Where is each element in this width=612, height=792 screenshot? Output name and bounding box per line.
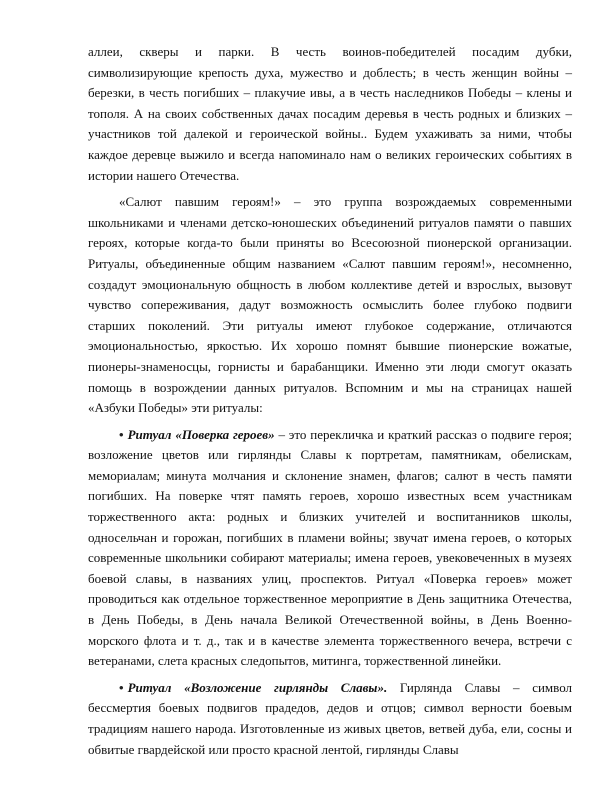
- ritual-title: Ритуал «Возложение гирлянды Славы».: [127, 679, 388, 695]
- list-item-ritual-roll-call: [88, 425, 572, 672]
- bullet-icon: •: [119, 426, 124, 442]
- bullet-icon: •: [119, 679, 124, 695]
- document-page: [88, 42, 572, 782]
- paragraph-trees: аллеи, скверы и парки. В честь воинов-победителей посадим дубки, символизирующие крепость духа, мужество и доблесть; в честь женщин войны – березки, в честь погибших – плакучие ивы, а в честь наследников Победы – клены и тополя. А на своих собственных дачах посадим деревья в честь родных и близких – участников той далекой и героической войны.. Будем ухаживать за ними, чтобы каждое деревце выжило и всегда напоминало нам о великих героических событиях в истории нашего Отечества.: [88, 44, 572, 183]
- ritual-title: Ритуал «Поверка героев»: [127, 426, 275, 442]
- ritual-description: Гирлянда Славы – символ бессмертия боевых подвигов прадедов, дедов и отцов; символ верности боевым традициям нашего народа. Изготовленные из живых цветов, ветвей дуба, ели, сосны и обвитые гвардейской или просто красной лентой, гирлянды Славы: [88, 679, 573, 757]
- paragraph-salute-intro: «Салют павшим героям!» – это группа возрождаемых современными школьниками и членами детско-юношеских объединений ритуалов памяти о павших героях, которые когда-то были приняты во Всесоюзной пионерской организации. Ритуалы, объединенные общим названием «Салют павшим героям!», несомненно, создадут эмоциональную общность в любом коллективе детей и взрослых, вызовут чувство сопереживания, дадут возможность осмыслить более глубоко подвиги старших поколений. Эти ритуалы имеют глубокое содержание, отличаются эмоциональностью, яркостью. Их хорошо помнят бывшие пионерские вожатые, пионеры-знаменосцы, горнисты и барабанщики. Именно эти люди смогут оказать помощь в возрождении данных ритуалов. Вспомним и мы на страницах нашей «Азбуки Победы» эти ритуалы:: [88, 194, 572, 416]
- ritual-description: – это перекличка и краткий рассказ о подвиге героя; возложение цветов или гирлянды Славы к портретам, памятникам, обелискам, мемориалам; минута молчания и склонение знамен, флагов; салют в честь памяти погибших. На поверке чтят память героев, хорошо известных всем участникам торжественного акта: родных и близких учителей и воспитанников школы, односельчан и горожан, погибших в пламени войны; звучат имена героев, о которых современные школьники собирают материалы; имена героев, увековеченных в музеях боевой славы, в названиях улиц, проспектов. Ритуал «Поверка героев» может проводиться как отдельное торжественное мероприятие в День защитника Отечества, в День Победы, в День начала Великой Отечественной войны, в День Военно-морского флота и т. д., так и в качестве элемента торжественного вечера, встречи с ветеранами, слета красных следопытов, митинга, торжественной линейки.: [88, 426, 572, 669]
- list-item-ritual-garland: [88, 678, 572, 760]
